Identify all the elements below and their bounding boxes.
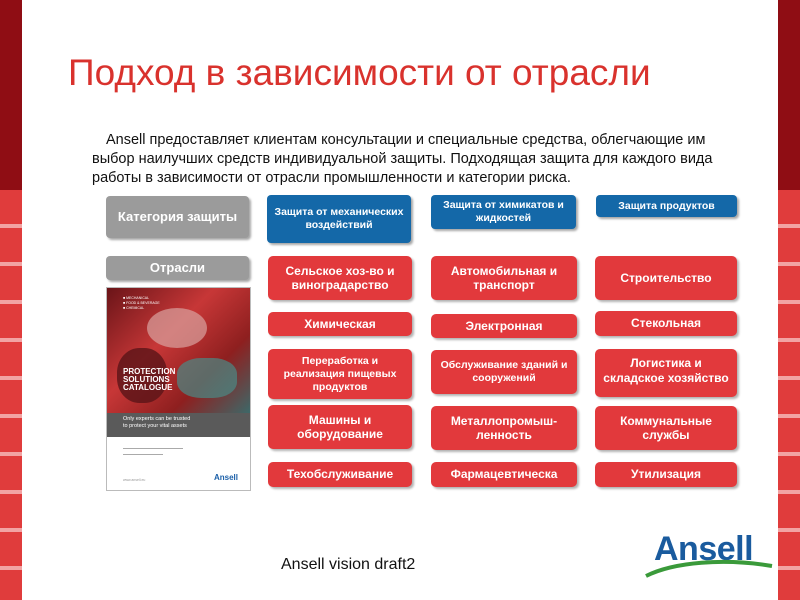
logo-text: Ansell [654, 530, 754, 568]
right-decor-bar [778, 0, 800, 600]
catalogue-tagline-line: to protect your vital assets [123, 422, 187, 429]
industry-cell: Коммунальные службы [595, 406, 737, 450]
catalogue-mini-text: ■ CHEMICAL [123, 306, 145, 310]
logo-swoosh-icon [644, 528, 774, 578]
industry-cell: Техобслуживание [268, 462, 412, 487]
catalogue-logo: Ansell [213, 473, 238, 482]
category-header: Категория защиты [106, 196, 249, 238]
industry-cell: Металлопромыш-ленность [431, 406, 577, 450]
industry-cell: Обслуживание зданий и сооружений [431, 350, 577, 394]
catalogue-divider [123, 454, 163, 455]
column-header-products: Защита продуктов [596, 195, 737, 217]
industries-header: Отрасли [106, 256, 249, 280]
catalogue-cover-image [106, 287, 251, 491]
slide-title: Подход в зависимости от отрасли [68, 52, 651, 93]
catalogue-footer: www.ansell.eu [123, 478, 146, 482]
catalogue-photo [107, 288, 251, 413]
industry-cell: Автомобильная и транспорт [431, 256, 577, 300]
industry-cell: Электронная [431, 314, 577, 338]
column-header-chemical: Защита от химикатов и жидкостей [431, 195, 576, 229]
industry-cell: Утилизация [595, 462, 737, 487]
catalogue-divider [123, 448, 183, 449]
catalogue-tagline [123, 416, 190, 429]
industry-cell: Стекольная [595, 311, 737, 336]
footer-text: Ansell vision draft2 [281, 556, 416, 573]
industry-cell: Химическая [268, 312, 412, 336]
industry-cell: Логистика и складское хозяйство [595, 349, 737, 397]
ansell-logo [644, 528, 774, 578]
industry-cell: Строительство [595, 256, 737, 300]
catalogue-title [123, 368, 175, 392]
catalogue-mini-text: ■ FOOD & BEVERAGE [123, 301, 160, 305]
column-header-mechanical: Защита от механических воздействий [267, 195, 411, 243]
industry-cell: Переработка и реализация пищевых продуктов [268, 349, 412, 399]
industry-cell: Фармацевтическа [431, 462, 577, 487]
intro-paragraph: Ansell предоставляет клиентам консультации и специальные средства, облегчающие им выбор наилучших средств индивидуальной защиты. Подходящая защита для каждого вида работы в зависимости от отрасли промышленности и категории риска. [92, 132, 713, 186]
industry-cell: Машины и оборудование [268, 405, 412, 449]
catalogue-title-line: SOLUTIONS [123, 375, 170, 384]
catalogue-title-line: CATALOGUE [123, 383, 173, 392]
left-decor-bar [0, 0, 22, 600]
intro-text [92, 131, 746, 188]
catalogue-title-line: PROTECTION [123, 367, 176, 376]
catalogue-tagline-line: Only experts can be trusted [123, 416, 191, 422]
catalogue-mini-text: ■ MECHANICAL [123, 296, 150, 300]
industry-cell: Сельское хоз-во и виноградарство [268, 256, 412, 300]
